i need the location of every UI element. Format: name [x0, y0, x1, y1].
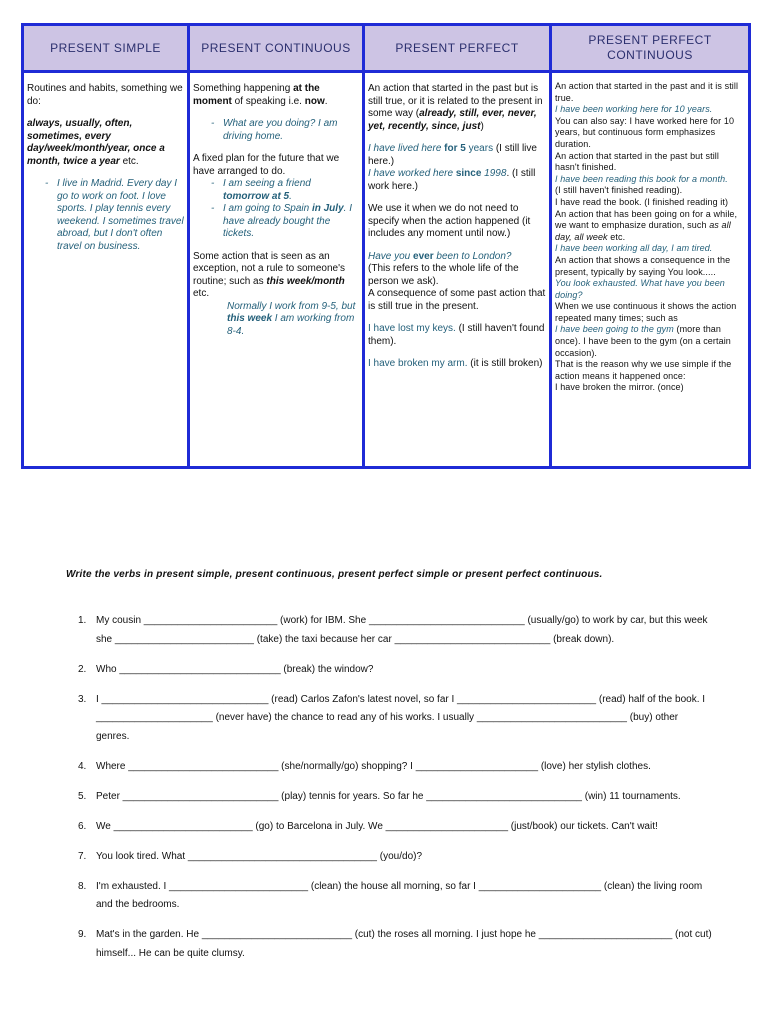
- exercise-text: I'm exhausted. I _________________________ (clean) the house all morning, so far I ______________________ (clean) the living room and the bedrooms.: [96, 880, 703, 910]
- ppc-line-7: I have read the book. (I finished reading it): [555, 196, 729, 207]
- simple-intro: Routines and habits, something we do:: [27, 83, 183, 107]
- table-body-row: [23, 72, 750, 468]
- ppc-line-14: That is the reason why we use simple if the action means it happened once:: [555, 359, 732, 381]
- exercise-instructions: Write the verbs in present simple, present continuous, present perfect simple or present perfect continuous.: [66, 569, 603, 580]
- list-item: 9. Mat's in the garden. He ___________________________ (cut) the roses all morning. I just hope he ________________________ (not cut) himself... He can be quite clumsy.: [78, 929, 712, 959]
- perfect-note: (This refers to the whole life of the person we ask).: [368, 263, 519, 287]
- list-item: 2. Who _____________________________ (break) the window?: [78, 663, 374, 675]
- exercise-text: Who _____________________________ (break) the window?: [96, 663, 374, 675]
- header-present-perfect-continuous: PRESENT PERFECT CONTINUOUS: [551, 25, 750, 72]
- cell-present-perfect: [364, 72, 551, 468]
- continuous-usage-plan: A fixed plan for the future that we have arranged to do.: [193, 153, 340, 177]
- list-item: 5. Peter ____________________________ (play) tennis for years. So far he ____________________________ (win) 11 tournaments.: [78, 790, 681, 802]
- exercise-text: We _________________________ (go) to Barcelona in July. We ______________________ (just/book) our tickets. Can't wait!: [96, 820, 658, 832]
- continuous-usage-now: Something happening at the moment of speaking i.e. now.: [193, 83, 328, 107]
- exercise-text: I ______________________________ (read) Carlos Zafon's latest novel, so far I _________________________ (read) half of the book. I _____________________ (never have) the chance to read any of his works. I usually ___________________________ (buy) other genres.: [96, 693, 706, 742]
- simple-example: - I live in Madrid. Every day I go to work on foot. I love sports. I play tennis every weekend. I sometimes travel abroad, but I don't often travel on business.: [45, 178, 184, 252]
- cell-present-simple: [23, 72, 189, 468]
- ppc-line-8: An action that has been going on for a while, we want to emphasize duration, such as all day, all week etc.: [555, 208, 738, 242]
- exercise-list: [74, 612, 714, 975]
- table-header-row: [23, 25, 750, 72]
- ppc-line-1: An action that started in the past and it is still true.: [555, 81, 739, 103]
- continuous-example-1: - What are you doing? I am driving home.: [211, 118, 338, 142]
- list-item: 1. My cousin ________________________ (work) for IBM. She ____________________________ (usually/go) to work by car, but this week she _________________________ (take) the taxi because her car ____________________________ (break down).: [78, 615, 708, 645]
- header-present-continuous: PRESENT CONTINUOUS: [189, 25, 364, 72]
- ppc-line-4: An action that started in the past but still hasn't finished.: [555, 150, 719, 173]
- list-item: 3. I ______________________________ (read) Carlos Zafon's latest novel, so far I _________________________ (read) half of the book. I _____________________ (never have) the chance to read any of his works. I usually ___________________________ (buy) other genres.: [78, 693, 706, 742]
- cell-present-continuous: [189, 72, 364, 468]
- exercise-text: Peter ____________________________ (play) tennis for years. So far he ____________________________ (win) 11 tournaments.: [96, 790, 681, 802]
- list-item: 6. We _________________________ (go) to Barcelona in July. We ______________________ (just/book) our tickets. Can't wait!: [78, 820, 658, 832]
- list-item: 7. You look tired. What __________________________________ (you/do)?: [78, 850, 423, 862]
- continuous-usage-exception: Some action that is seen as an exception, not a rule to someone's routine; such as this week/month etc.: [193, 250, 346, 299]
- perfect-example-1: I have lived here for 5 years (I still live here.): [368, 143, 537, 167]
- ppc-line-10: An action that shows a consequence in the present, typically by saying You look.....: [555, 254, 731, 277]
- continuous-example-4: Normally I work from 9-5, but this week I am working from 8-4.: [227, 300, 356, 337]
- perfect-usage-consequence: A consequence of some past action that is still true in the present.: [368, 288, 546, 312]
- exercise-text: My cousin ________________________ (work) for IBM. She ____________________________ (usually/go) to work by car, but this week she _________________________ (take) the taxi because her car ____________________________ (break down).: [96, 615, 708, 645]
- list-item: 4. Where ___________________________ (she/normally/go) shopping? I ______________________ (love) her stylish clothes.: [78, 760, 651, 772]
- continuous-example-3: - I am going to Spain in July. I have already bought the tickets.: [211, 203, 352, 239]
- exercise-text: Mat's in the garden. He ___________________________ (cut) the roses all morning. I just hope he ________________________ (not cut) himself... He can be quite clumsy.: [96, 929, 712, 959]
- ppc-line-3: You can also say: I have worked here for 10 years, but continuous form emphasizes duration.: [555, 115, 735, 149]
- ppc-line-13: I have been going to the gym (more than once). I have been to the gym (on a certain occasion).: [555, 324, 731, 358]
- perfect-example-4: I have lost my keys. (I still haven't found them).: [368, 323, 545, 347]
- ppc-line-9: I have been working all day, I am tired.: [555, 243, 713, 254]
- perfect-example-3: Have you ever been to London?: [368, 250, 512, 262]
- perfect-example-5: I have broken my arm. (it is still broken): [368, 358, 543, 369]
- perfect-example-2: I have worked here since 1998. (I still work here.): [368, 168, 536, 192]
- tenses-table: [21, 23, 751, 469]
- perfect-usage-unspecified: We use it when we do not need to specify when the action happened (it includes any moment until now.): [368, 203, 531, 239]
- ppc-line-11: You look exhausted. What have you been doing?: [555, 278, 725, 300]
- ppc-line-15: I have broken the mirror. (once): [555, 382, 684, 393]
- ppc-line-5: I have been reading this book for a month.: [555, 173, 728, 184]
- ppc-line-6: (I still haven't finished reading).: [555, 185, 683, 196]
- ppc-line-2: I have been working here for 10 years.: [555, 104, 713, 115]
- continuous-example-2: - I am seeing a friend tomorrow at 5.: [211, 178, 311, 202]
- simple-adverbs: always, usually, often, sometimes, every day/week/month/year, once a month, twice a year etc.: [27, 118, 165, 167]
- header-present-perfect: PRESENT PERFECT: [364, 25, 551, 72]
- ppc-line-12: When we use continuous it shows the action repeated many times; such as: [555, 301, 737, 323]
- header-present-simple: PRESENT SIMPLE: [23, 25, 189, 72]
- perfect-usage-past: An action that started in the past but is still true, or it is related to the present in some way (already, still, ever, never, yet, recently, since, just): [368, 83, 543, 132]
- cell-present-perfect-continuous: [551, 72, 750, 468]
- list-item: 8. I'm exhausted. I _________________________ (clean) the house all morning, so far I ______________________ (clean) the living room and the bedrooms.: [78, 880, 703, 910]
- exercise-text: You look tired. What __________________________________ (you/do)?: [96, 850, 423, 862]
- exercise-text: Where ___________________________ (she/normally/go) shopping? I ______________________ (love) her stylish clothes.: [96, 760, 651, 772]
